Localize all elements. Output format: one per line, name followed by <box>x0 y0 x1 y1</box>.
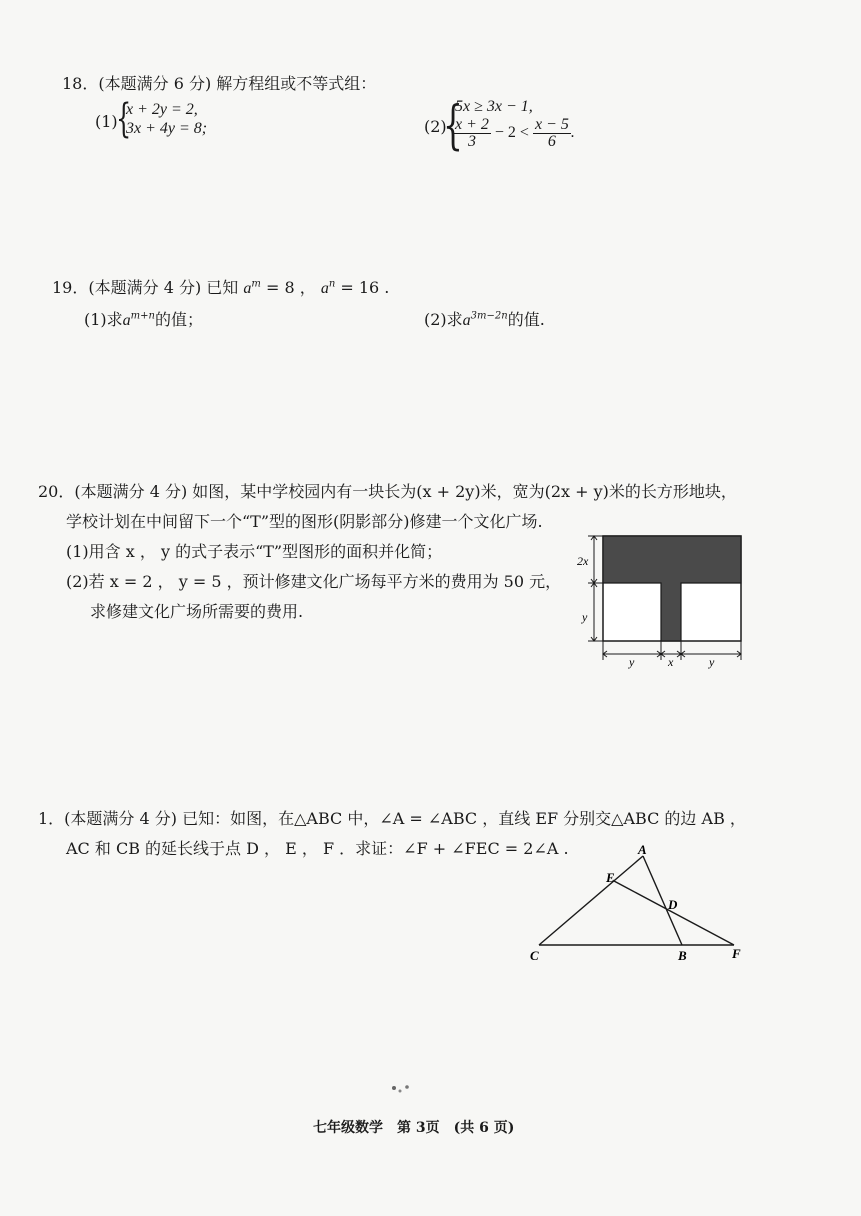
q21-triangle-figure <box>520 838 760 968</box>
q19-part1: (1)求$a^{m+n}$的值； <box>84 310 203 329</box>
label-x-bottom: x <box>668 655 674 669</box>
point-F: F <box>732 946 741 961</box>
point-E: E <box>606 870 615 885</box>
page-footer: 七年级数学 第 3页 (共 6 页) <box>313 1120 515 1136</box>
point-A: A <box>638 842 647 857</box>
point-C: C <box>530 948 539 963</box>
point-B: B <box>678 948 687 963</box>
q19-header: 19．(本题满分 4 分) 已知 $a^m = 8$ ， $a^n = 16$ . <box>52 278 390 297</box>
label-y-bottom-right: y <box>709 655 715 669</box>
line-EF <box>614 881 734 945</box>
q18-part1-eq1: x + 2y = 2, <box>126 101 198 118</box>
q18-part1-label: (1) <box>95 112 118 131</box>
q21-line1: 1．(本题满分 4 分) 已知：如图，在△ABC 中，∠A = ∠ABC ，直线 EF 分别交△ABC 的边 AB ， <box>38 809 746 828</box>
q20-part2: (2)若 x = 2 ， y = 5 ，预计修建文化广场每平方米的费用为 50 元， <box>66 572 562 591</box>
label-2x: 2x <box>577 554 589 568</box>
q20-line1: 20．(本题满分 4 分) 如图，某中学校园内有一块长为(x + 2y)米，宽为(2x + y)米的长方形地块， <box>38 482 737 501</box>
q20-part1: (1)用含 x ， y 的式子表示“T”型图形的面积并化简； <box>66 542 443 561</box>
q18-frac1: $\frac{x + 2}{3}$ <box>455 116 489 150</box>
q20-t-shape-figure <box>560 525 760 675</box>
label-y-bottom-left: y <box>629 655 635 669</box>
q21-line2: AC 和 CB 的延长线于点 D ， E ， F ．求证：∠F + ∠FEC = 2∠A . <box>66 839 569 858</box>
q19-part2: (2)求$a^{3m-2n}$的值. <box>424 310 545 329</box>
q18-part2-label: (2) <box>424 117 447 136</box>
label-y-left: y <box>582 610 588 624</box>
q18-part2-ineq2: $\frac{x + 2}{3}$ − 2 < $\frac{x - 5}{6}$ . <box>455 116 575 150</box>
q18-frac2: $\frac{x - 5}{6}$ <box>534 116 569 150</box>
q18-header: 18．(本题满分 6 分) 解方程组或不等式组： <box>62 74 377 93</box>
q18-part1-eq2: 3x + 4y = 8; <box>126 120 208 137</box>
q18-part2-ineq1: 5x ≥ 3x − 1, <box>455 98 533 115</box>
scan-mark <box>388 1082 414 1096</box>
q20-part2-cont: 求修建文化广场所需要的费用. <box>90 602 304 621</box>
q18-part1-brace: { <box>116 96 132 142</box>
q18-part2-brace: { <box>443 96 463 156</box>
q20-line2: 学校计划在中间留下一个“T”型的图形(阴影部分)修建一个文化广场. <box>66 512 543 531</box>
line-CA <box>539 856 643 945</box>
point-D: D <box>668 897 678 912</box>
